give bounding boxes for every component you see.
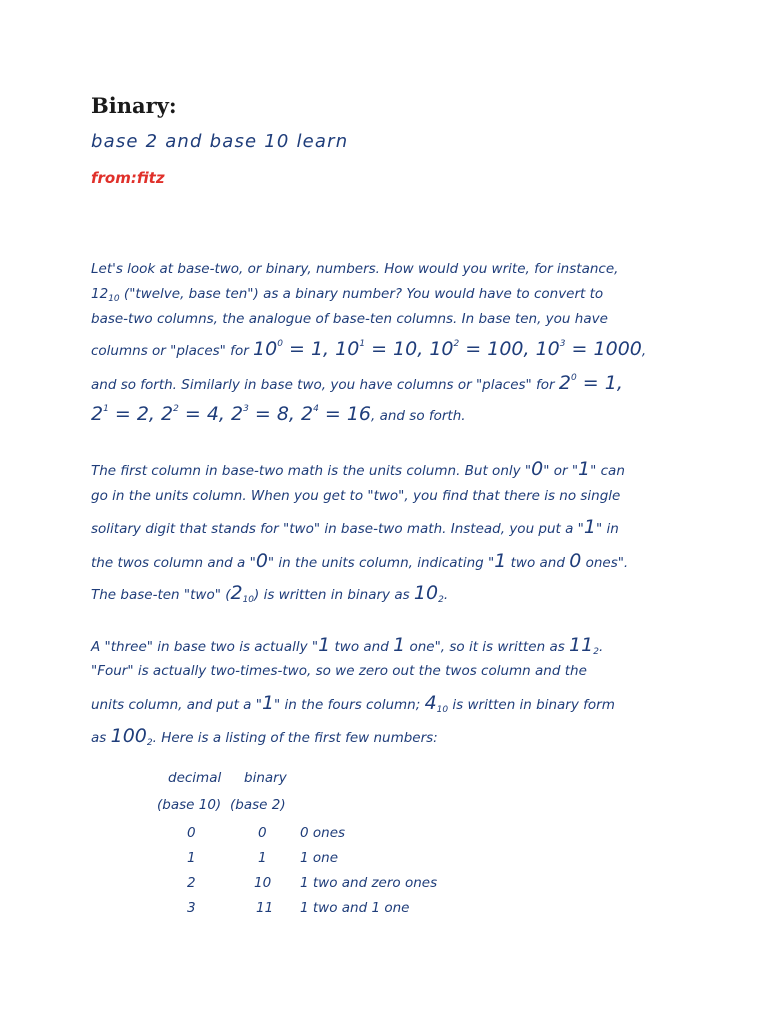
power-base: 2 — [558, 372, 571, 394]
p3-line-4 — [91, 725, 438, 748]
cell-binary: 10 — [254, 875, 272, 891]
power-val: = 16 — [318, 403, 372, 425]
p2-line-2: go in the units column. When you get to "two", you find that there is no single — [91, 488, 621, 504]
digit: 100 — [110, 725, 147, 747]
powers-of-two — [91, 403, 371, 425]
power-val: = 2, — [108, 403, 161, 425]
text: " can — [590, 463, 625, 479]
text: as — [91, 730, 111, 746]
power-exp: 3 — [243, 404, 249, 414]
subscript: 2 — [438, 595, 444, 605]
p1-line-5 — [91, 372, 623, 394]
p2-line-5 — [91, 582, 448, 605]
power-val: = 1, — [282, 338, 336, 360]
power-of-two — [559, 372, 623, 394]
text: . — [443, 587, 449, 603]
subscript: 2 — [146, 738, 153, 748]
power-val: = 8, — [248, 403, 301, 425]
cell-decimal: 1 — [187, 850, 196, 866]
text: The first column in base-two math is the units column. But only " — [91, 463, 532, 479]
power-exp: 2 — [173, 404, 179, 414]
p1-line-6-end: , and so forth. — [371, 408, 466, 424]
text: two and — [506, 555, 570, 571]
power-base: 10 — [335, 338, 360, 360]
power-exp: 3 — [559, 339, 566, 349]
power-base: 2 — [161, 403, 174, 425]
digit: 1 — [393, 634, 406, 656]
cell-binary: 1 — [258, 850, 267, 866]
text: the twos column and a " — [91, 555, 256, 571]
power-exp: 1 — [359, 339, 366, 349]
powers-of-ten — [253, 338, 642, 360]
power-exp: 0 — [277, 339, 283, 349]
digit: 1 — [583, 516, 596, 538]
cell-desc: 1 two and zero ones — [300, 875, 438, 891]
power-exp: 2 — [453, 339, 460, 349]
author-line: from:fitz — [91, 169, 165, 187]
text: A "three" in base two is actually " — [91, 639, 319, 655]
p1-line-1: Let's look at base-two, or binary, numbers. How would you write, for instance, — [91, 261, 619, 277]
text: . — [598, 639, 604, 655]
p1-line-6 — [91, 403, 466, 425]
p1-line-4-text: columns or "places" for — [91, 343, 254, 359]
p1-line-4 — [91, 338, 646, 360]
power-val: = 1, — [576, 372, 623, 394]
power-val: = 100, — [459, 338, 536, 360]
power-exp: 1 — [103, 404, 109, 414]
digit: 4 — [424, 692, 437, 714]
digit: 1 — [318, 634, 331, 656]
text: two and — [330, 639, 394, 655]
p2-line-4 — [91, 550, 628, 572]
digit: 2 — [230, 582, 243, 604]
subscript: 10 — [242, 595, 255, 605]
cell-decimal: 0 — [187, 825, 196, 841]
digit: 11 — [569, 634, 594, 656]
cell-decimal: 2 — [187, 875, 196, 891]
text: . Here is a listing of the first few numbers: — [152, 730, 438, 746]
power-base: 10 — [535, 338, 560, 360]
text: " in the units column, indicating " — [267, 555, 495, 571]
power-val: = 10, — [365, 338, 430, 360]
digit: 1 — [261, 692, 275, 714]
cell-binary: 11 — [256, 900, 274, 916]
header-base2: (base 2) — [230, 797, 286, 813]
power-val: = 4, — [178, 403, 231, 425]
p1-line-5-text: and so forth. Similarly in base two, you have columns or "places" for — [91, 377, 559, 393]
page-subtitle: base 2 and base 10 learn — [91, 131, 349, 152]
p1-line-4-end: , — [641, 343, 647, 359]
header-decimal: decimal — [168, 770, 222, 786]
p3-line-2: "Four" is actually two-times-two, so we zero out the twos column and the — [91, 663, 587, 679]
text: " or " — [543, 463, 579, 479]
cell-desc: 1 one — [300, 850, 339, 866]
text: solitary digit that stands for "two" in base-two math. Instead, you put a " — [91, 521, 584, 537]
cell-binary: 0 — [258, 825, 267, 841]
digit: 0 — [255, 550, 268, 572]
twelve-number: 12 — [91, 286, 109, 302]
text: one", so it is written as — [405, 639, 570, 655]
p1-line-2 — [91, 286, 603, 304]
header-binary: binary — [244, 770, 287, 786]
p2-line-3 — [91, 516, 619, 538]
power-base: 2 — [91, 403, 104, 425]
header-base10: (base 10) — [157, 797, 222, 813]
p1-line-3: base-two columns, the analogue of base-ten columns. In base ten, you have — [91, 311, 608, 327]
page-title: Binary: — [91, 93, 177, 118]
text: ) is written in binary as — [254, 587, 414, 603]
cell-desc: 0 ones — [300, 825, 346, 841]
power-val: = 1000 — [565, 338, 642, 360]
cell-desc: 1 two and 1 one — [300, 900, 410, 916]
p3-line-3 — [91, 692, 615, 715]
digit: 10 — [413, 582, 439, 604]
digit: 0 — [569, 550, 582, 572]
subscript: 2 — [593, 647, 599, 657]
subscript: 10 — [436, 705, 449, 715]
text: ones". — [581, 555, 629, 571]
power-base: 10 — [253, 338, 278, 360]
power-exp: 4 — [313, 404, 319, 414]
twelve-subscript: 10 — [108, 294, 120, 304]
text: " in the fours column; — [274, 697, 425, 713]
digit: 0 — [531, 458, 544, 480]
p3-line-1 — [91, 634, 603, 657]
cell-decimal: 3 — [187, 900, 196, 916]
power-base: 2 — [231, 403, 244, 425]
text: is written in binary form — [448, 697, 615, 713]
digit: 1 — [578, 458, 591, 480]
text: The base-ten "two" ( — [91, 587, 231, 603]
text: units column, and put a " — [91, 697, 262, 713]
p2-line-1 — [91, 458, 625, 480]
power-base: 10 — [429, 338, 454, 360]
digit: 1 — [494, 550, 507, 572]
p1-line-2-text: ("twelve, base ten") as a binary number? You would have to convert to — [119, 286, 604, 302]
text: " in — [596, 521, 619, 537]
power-exp: 0 — [571, 373, 577, 383]
power-base: 2 — [301, 403, 314, 425]
